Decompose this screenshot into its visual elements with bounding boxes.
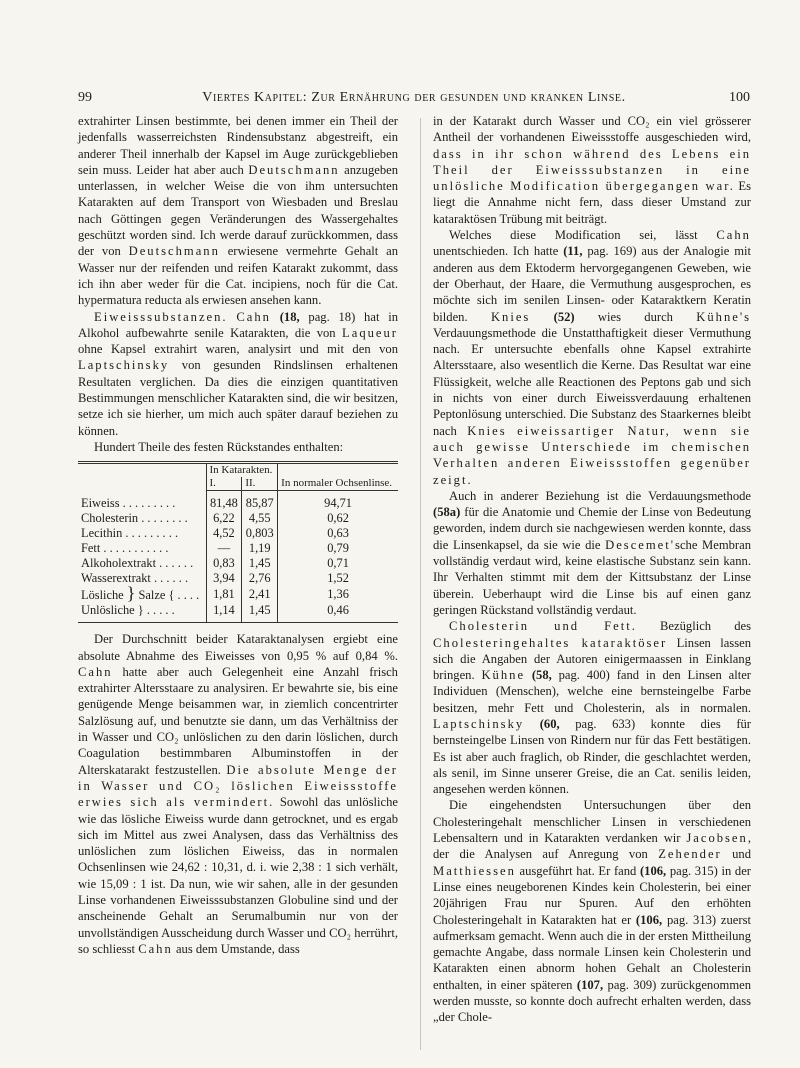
table-row: Unlösliche } . . . . . 1,14 1,45 0,46 <box>78 603 398 623</box>
section-heading: Cholesterin und Fett. <box>449 619 637 634</box>
reference: (106, <box>639 863 667 878</box>
table-row: Alkoholextrakt . . . . . . 0,83 1,45 0,71 <box>78 556 398 571</box>
table-row: Eiweiss . . . . . . . . . 81,48 85,87 94,71 <box>78 491 398 512</box>
paragraph: extrahirter Linsen bestimmte, bei denen immer ein Theil der jedenfalls wasserreichsten Rindensubstanz abgestreift, ein anderer Theil innerhalb der Kapsel im Auge zurückgeblieben sein muss. Leider hat aber auch Deutschmann anzugeben unterlassen, in welcher Weise die von ihm untersuchten Katarakten auf dem Transport von Wiesbaden und Breslau nach Göttingen gegen Veränderungen des Wassergehaltes geschützt worden sind. Ich werde darauf zurückkommen, dass der von Deutschmann erwiesene vermehrte Gehalt an Wasser nur der reifenden und reifen Katarakt zukommt, dass ich ihn aber weder für die Cat. incipiens, noch für die Cat. hypermatura reducta als erwiesen ansehen kann. <box>78 114 399 308</box>
running-header <box>78 90 750 108</box>
author-name: Jacobsen <box>686 831 748 846</box>
table-row: Fett . . . . . . . . . . . — 1,19 0,79 <box>78 541 398 556</box>
table-row: Wasserextrakt . . . . . . 3,94 2,76 1,52 <box>78 571 398 586</box>
reference: (107, <box>576 977 604 992</box>
author-name: Knies <box>467 423 507 438</box>
table-header-ochsenlinse: In normaler Ochsenlinse. <box>278 463 398 491</box>
table-row: Lecithin . . . . . . . . . 4,52 0,803 0,63 <box>78 526 398 541</box>
author-name: Zehender <box>658 847 722 862</box>
author-name: Laptschinsky <box>433 716 525 731</box>
paragraph: Die eingehendsten Untersuchungen über den Cholesteringehalt menschlicher Linsen in verschiedenen Lebensaltern und in Katarakten verdanken wir Jacobsen, der die Analysen auf Anregung von Zehender und Matthiessen ausgeführt hat. Er fand (106, pag. 315) in der Linse eines neugeborenen Kindes kein Cholesterin, bei einer 20jährigen Frau nur Spuren. Auf den erhöhten Cholesteringehalt in Katarakten hat er (106, pag. 313) zuerst aufmerksam gemacht. Wenn auch die in der ersten Mittheilung gemachte Angabe, dass normale Linsen kein Cholesterin und Katarakten einen abnorm hohen Gehalt an Cholesterin enthalten, in einer späteren (107, pag. 309) zurückgenommen werden musste, so konnte doch aufrecht erhalten werden, dass „der Chole- <box>433 798 752 1025</box>
emphasis: dass in ihr schon während des Lebens ein Theil der Eiweisssubstanzen in eine unlösliche Modification übergegangen war. <box>433 146 751 194</box>
paragraph: Welches diese Modification sei, lässt Cahn unentschieden. Ich hatte (11, pag. 169) aus der Analogie mit anderen aus dem Ektoderm hervorgegangenen Geweben, wie der Oberhaut, der Haare, die Vermuthung ausgesprochen, es möchte sich im senilen Linsen- oder Kataraktkern Keratin bilden. Knies (52) wies durch Kühne's Verdauungsmethode die Unstatthaftigkeit dieser Vermuthung nach. Er untersuchte ebenfalls ohne Kapsel extrahirte Altersstaare, also wesentlich die Kerne. Das Resultat war eine Flüssigkeit, welche alle Reactionen des Peptons gab und sich in nichts von einer durch Eiweissverdauung erhaltenen Peptonlösung unterschied. Die Substanz des Staarkernes bleibt nach Knies eiweissartiger Natur, wenn sie auch gewisse Unterschiede im chemischen Verhalten anderen Eiweissstoffen gegenüber zeigt. <box>433 228 752 487</box>
reference: (58a) <box>433 505 461 520</box>
author-name: Deutschmann <box>128 244 220 259</box>
emphasis: eiweissartiger Natur, wenn sie auch gewisse Unterschiede im chemischen Verhalten anderen Eiweissstoffen gegenüber zeigt. <box>433 423 752 487</box>
table-header-col2: II. <box>242 477 278 491</box>
author-name: Laptschinsky <box>78 358 170 373</box>
page-number-right: 100 <box>729 90 750 105</box>
author-name: Cahn <box>236 309 271 324</box>
reference: (18, <box>279 309 300 324</box>
paragraph: Der Durchschnitt beider Kataraktanalysen ergiebt eine absolute Abnahme des Eiweisses von 0,95 % auf 0,84 %. Cahn hatte aber auch Gelegenheit eine Anzahl frisch extrahirter Altersstaare zu analysiren. Er bewahrte sie, bis eine genügende Menge beisammen war, in ziemlich concentrirter Salzlösung auf, und benutzte sie dann, um das Verhältniss der in Wasser und CO₂ unlöslichen zu den darin löslichen, durch Coagulation bestimmbaren Albuminstoffen in der Alterskatarakt festzustellen. Die absolute Menge der in Wasser und CO₂ löslichen Eiweissstoffe erwies sich als vermindert. Sowohl das unlösliche wie das lösliche Eiweiss wurde dann getrocknet, und es ergab sich im Mittel aus zwei Analysen, dass das Verhältniss des unlöslichen zum löslichen Eiweiss, das in normalen Ochsenlinsen wie 24,62 : 10,31, d. i. wie 2,38 : 1 sich verhält, wie 15,09 : 1 ist. Da nun, wie wir sahen, alle in der gesunden Linse vorhandenen Eiweisssubstanzen Globuline sind und der anscheinende Gehalt an Serumalbumin nur von der unvollständigen Ausscheidung durch Wasser und CO₂ herrührt, so schliesst Cahn aus dem Umstande, dass <box>78 632 399 956</box>
reference: (106, <box>635 912 663 927</box>
reference: (58, <box>531 668 552 683</box>
reference: (52) <box>553 309 575 324</box>
paragraph: Eiweisssubstanzen. Cahn (18, pag. 18) hat in Alkohol aufbewahrte senile Katarakten, die von Laqueur ohne Kapsel extrahirt waren, analysirt und mit den von Laptschinsky von gesunden Rindslinsen erhaltenen Resultaten verglichen. Da dies die einzigen quantitativen Bestimmungen menschlicher Katarakten sind, die wir besitzen, setze ich sie hierher, um mich auch später darauf beziehen zu können. <box>78 309 398 438</box>
reference: (60, <box>539 716 560 731</box>
analysis-table <box>78 461 398 623</box>
author-name: Cahn <box>138 941 173 956</box>
author-name: Cahn <box>78 664 113 679</box>
table-header-col1: I. <box>206 477 242 491</box>
paragraph: in der Katarakt durch Wasser und CO₂ ein viel grösserer Antheil der vorhandenen Eiweissstoffe ausgeschieden wird, dass in ihr schon während des Lebens ein Theil der Eiweisssubstanzen in eine unlösliche Modification übergegangen war. Es liegt die Annahme nicht fern, dass dieser Umstand zur kataraktösen Trübung mit beiträgt. <box>433 114 751 226</box>
left-column <box>78 113 398 957</box>
author-name: Kühne <box>481 668 526 683</box>
author-name: Knies <box>490 309 531 324</box>
right-column <box>433 113 751 1026</box>
column-divider <box>420 118 421 1050</box>
chapter-title: Viertes Kapitel: Zur Ernährung der gesunden und kranken Linse. <box>202 90 626 105</box>
author-name: Deutschmann <box>248 162 340 177</box>
emphasis: Die absolute Menge der in Wasser und CO₂ löslichen Eiweissstoffe erwies sich als vermindert. <box>78 762 399 810</box>
paragraph: Hundert Theile des festen Rückstandes enthalten: <box>94 439 344 454</box>
reference: (11, <box>563 244 583 259</box>
table-row: Cholesterin . . . . . . . . 6,22 4,55 0,62 <box>78 511 398 526</box>
author-name: Matthiessen <box>433 863 516 878</box>
author-name: Cahn <box>716 228 751 243</box>
brace: } <box>126 583 136 604</box>
paragraph: Cholesterin und Fett. Bezüglich des Cholesteringehaltes kataraktöser Linsen lassen sich die Angaben der Autoren einigermaassen in Einklang bringen. Kühne (58, pag. 400) fand in den Linsen alter Individuen (Menschen), welche eine bernsteingelbe Farbe besitzen, mehr Fett und Cholesterin, als in normalen. Laptschinsky (60, pag. 633) konnte dies für bernsteingelbe Linsen von Rindern nur für das Fett bestätigen. Es ist aber auch fraglich, ob Rinder, die geschlachtet werden, als senil, im Sinne unserer Greise, die an Cat. senilis leiden, angesehen werden können. <box>433 619 752 797</box>
table-header-katarakten: In Katarakten. <box>206 463 278 478</box>
emphasis: Cholesteringehaltes kataraktöser <box>433 635 668 650</box>
author-name: Kühne's <box>696 309 751 324</box>
author-name: Laqueur <box>342 325 398 340</box>
salze-label: Salze <box>138 588 166 603</box>
author-name: Descemet' <box>605 537 676 552</box>
page-number-left: 99 <box>78 90 92 105</box>
section-heading: Eiweisssubstanzen. <box>94 309 228 324</box>
paragraph: Auch in anderer Beziehung ist die Verdauungsmethode (58a) für die Anatomie und Chemie der Linse von Bedeutung geworden, indem durch sie nachgewiesen werden konnte, dass die Linsenkapsel, da sie wie die Descemet'sche Membran vollständig verdaut wird, keine elastische Substanz sein kann. Ihr Verhalten stimmt mit dem der Kittsubstanz der Linse überein. Ueberhaupt wird die Linse bis auf einen ganz geringen Rückstand vollständig verdaut. <box>433 488 751 617</box>
table-row: Lösliche } Salze { . . . . 1,81 2,41 1,36 <box>78 586 398 603</box>
table-corner <box>78 463 206 491</box>
